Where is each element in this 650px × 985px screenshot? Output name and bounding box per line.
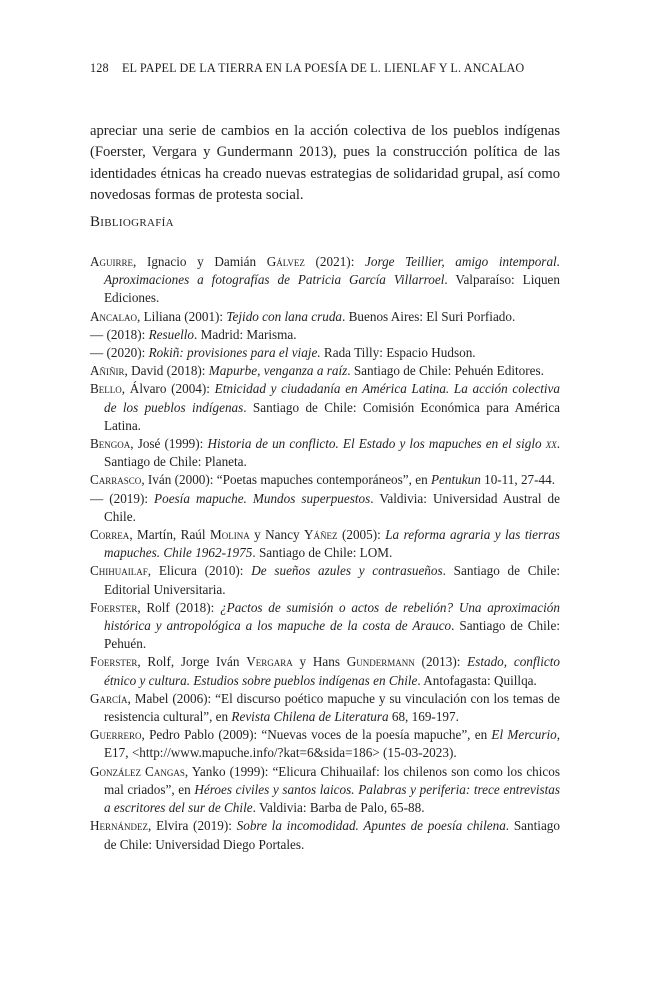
entry-text: (2005): (337, 527, 386, 543)
bibliography-entry (90, 817, 560, 853)
work-title: Historia de un conflicto. El Estado y los mapuches en el siglo (207, 436, 546, 452)
entry-text: 68, 169-197. (388, 709, 459, 725)
entry-text: , Pedro Pablo (2009): “Nuevas voces de la poesía mapuche”, en (141, 727, 492, 743)
bibliography-entry (90, 380, 560, 435)
entry-text: , Rolf (2018): (137, 599, 221, 615)
body-paragraph: apreciar una serie de cambios en la acción colectiva de los pueblos indígenas (Foerster, Vergara y Gundermann 2013), pues la construcción política de las identidades étnicas ha creado nuevas estrategias de solidaridad grupal, así como novedosas formas de protesta social. (90, 122, 560, 204)
entry-text: , Yanko (1999): “Elicura Chihuailaf: los chilenos son como los chicos mal criados”, en (104, 763, 561, 797)
entry-text: . Valdivia: Barba de Palo, 65-88. (252, 800, 425, 816)
author-surname: Gundermann (346, 654, 415, 670)
entry-text: . Santiago de Chile: Pehuén. (104, 618, 560, 652)
entry-text: — (2020): (90, 345, 149, 361)
running-title: EL PAPEL DE LA TIERRA EN LA POESÍA DE L. LIENLAF Y L. ANCALAO (121, 61, 525, 75)
bibliography-heading: Bibliografía (90, 214, 174, 230)
work-title: xx (545, 436, 557, 452)
author-surname: García (90, 690, 128, 706)
bibliography-entry (90, 653, 560, 689)
bibliography-entry (90, 326, 560, 344)
bibliography-entry (90, 490, 560, 526)
bibliography-entry (90, 308, 560, 326)
bibliography-entry (90, 562, 560, 598)
work-title: Jorge Teillier, amigo intemporal. Aproximaciones a fotografías de Patricia García Villarroel (104, 254, 560, 288)
work-title: De sueños azules y contrasueños (251, 563, 443, 579)
entry-text: , Martín, Raúl (129, 527, 210, 543)
work-title: ¿Pactos de sumisión o actos de rebelión? Una aproximación histórica y antropológica a los mapuche de la costa de Arauco (104, 599, 560, 634)
entry-text: , Álvaro (2004): (121, 381, 215, 397)
entry-text: . Santiago de Chile: Editorial Universitaria. (104, 563, 560, 597)
bibliography-entry (90, 526, 560, 562)
entry-text: — (2018): (90, 326, 149, 342)
work-title: El Mercurio (491, 727, 557, 743)
entry-text: . Santiago de Chile: Pehuén Editores. (347, 363, 544, 379)
author-surname: Carrasco (90, 472, 142, 488)
author-surname: Ancalao (90, 308, 138, 324)
work-title: Sobre la incomodidad. Apuntes de poesía chilena (236, 818, 506, 834)
entry-text: . Santiago de Chile: Universidad Diego Portales. (104, 818, 560, 852)
entry-text: . Santiago de Chile: Planeta. (104, 436, 560, 470)
entry-text: . Valdivia: Universidad Austral de Chile. (104, 490, 561, 524)
entry-text: 10-11, 27-44. (480, 472, 556, 488)
work-title: Mapurbe, venganza a raíz (208, 363, 348, 379)
author-surname: Aguirre (90, 254, 134, 269)
work-title: Revista Chilena de Literatura (231, 709, 389, 725)
entry-text: (2021): (304, 254, 365, 269)
work-title: Etnicidad y ciudadanía en América Latina. La acción colectiva de los pueblos indígenas (104, 381, 560, 415)
work-title: Poesía mapuche. Mundos superpuestos (154, 490, 371, 506)
author-surname: Guerrero (90, 727, 142, 743)
entry-text: , Elvira (2019): (148, 818, 237, 834)
entry-text: , David (2018): (124, 363, 209, 379)
bibliography-entry (90, 471, 560, 489)
entry-text: . Buenos Aires: El Suri Porfiado. (342, 308, 516, 324)
entry-text: . Antofagasta: Quillqa. (417, 672, 537, 688)
bibliography-entry (90, 253, 560, 308)
bibliography-list (90, 253, 560, 854)
author-surname: Chihuailaf (90, 563, 148, 579)
bibliography-entry (90, 344, 560, 362)
author-surname: Gálvez (266, 254, 305, 269)
work-title: Tejido con lana cruda (226, 308, 343, 324)
entry-text: , Rolf, Jorge Iván (137, 654, 247, 670)
bibliography-entry (90, 726, 560, 762)
bibliography-entry (90, 763, 560, 818)
author-surname: Vergara (246, 654, 293, 670)
entry-text: , Iván (2000): “Poetas mapuches contemporáneos”, en (141, 472, 431, 488)
entry-text: . Valparaíso: Liquen Ediciones. (104, 272, 560, 306)
entry-text: , Mabel (2006): “El discurso poético mapuche y su vinculación con los temas de resistencia cultural”, en (104, 690, 560, 725)
author-surname: Foerster (90, 599, 138, 615)
author-surname: Correa (90, 527, 130, 543)
entry-text: . Santiago de Chile: LOM. (252, 545, 393, 561)
entry-text: , José (1999): (130, 436, 208, 452)
work-title: Pentukun (430, 472, 481, 488)
author-surname: Hernández (90, 818, 149, 834)
author-surname: Foerster (90, 654, 138, 670)
work-title: Estado, conflicto étnico y cultura. Estudios sobre pueblos indígenas en Chile (104, 654, 560, 688)
bibliography-entry (90, 435, 560, 471)
author-surname: González Cangas (90, 763, 185, 779)
entry-text: , Elicura (2010): (147, 563, 252, 579)
bibliography-entry (90, 599, 560, 654)
work-title: Héroes civiles y santos laicos. Palabras y periferia: trece entrevistas a escritores del sur de Chile (104, 781, 560, 816)
author-surname: Yáñez (304, 527, 338, 543)
bibliography-entry (90, 690, 560, 726)
author-surname: Molina (209, 527, 250, 543)
entry-text: y Nancy (249, 527, 305, 543)
running-header (90, 61, 560, 76)
entry-text: , Ignacio y Damián (133, 254, 267, 269)
entry-text: , Liliana (2001): (137, 308, 227, 324)
author-surname: Añiñir (90, 363, 125, 379)
entry-text: , E17, <http://www.mapuche.info/?kat=6&sida=186> (15-03-2023). (104, 727, 560, 761)
work-title: La reforma agraria y las tierras mapuches. Chile 1962-1975 (104, 527, 560, 561)
entry-text: — (2019): (90, 490, 155, 506)
work-title: Rokiñ: provisiones para el viaje. (148, 345, 321, 361)
entry-text: (2013): (414, 654, 468, 670)
entry-text: . Madrid: Marisma. (194, 326, 297, 342)
page-number: 128 (90, 61, 109, 75)
entry-text: Rada Tilly: Espacio Hudson. (320, 345, 476, 361)
author-surname: Bengoa (90, 436, 131, 452)
bibliography-entry (90, 362, 560, 380)
author-surname: Bello (90, 381, 122, 397)
entry-text: . Santiago de Chile: Comisión Económica para América Latina. (104, 399, 560, 433)
entry-text: y Hans (292, 654, 347, 670)
work-title: Resuello (148, 326, 195, 342)
